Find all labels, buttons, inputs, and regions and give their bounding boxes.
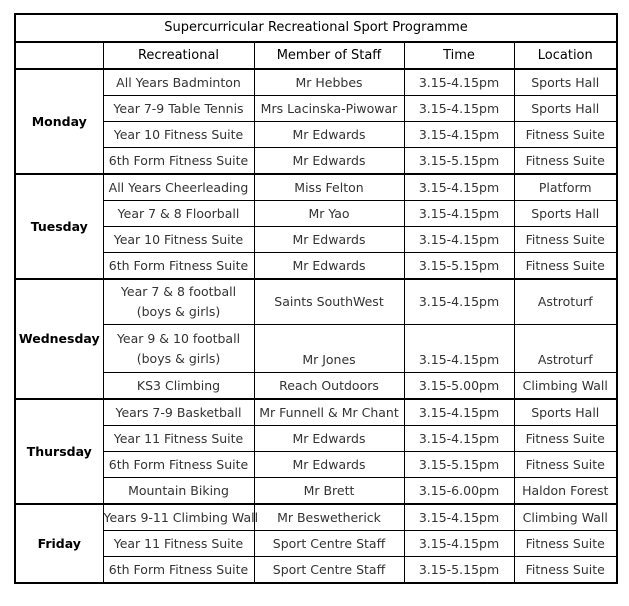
- activity-cell: [103, 279, 254, 325]
- staff-cell: Mr Jones: [254, 325, 404, 373]
- location-cell: Fitness Suite: [514, 148, 617, 175]
- staff-cell: Reach Outdoors: [254, 373, 404, 400]
- staff-cell: Miss Felton: [254, 174, 404, 201]
- table-row: [15, 122, 617, 148]
- time-cell: 3.15-5.15pm: [404, 452, 514, 478]
- location-cell: Climbing Wall: [514, 373, 617, 400]
- programme-sheet: [14, 13, 616, 588]
- time-cell: 3.15-6.00pm: [404, 478, 514, 505]
- header-location: Location: [514, 42, 617, 69]
- location-cell: Platform: [514, 174, 617, 201]
- time-cell: 3.15-4.15pm: [404, 325, 514, 373]
- location-cell: Fitness Suite: [514, 227, 617, 253]
- staff-cell: Mr Hebbes: [254, 69, 404, 96]
- time-cell: 3.15-4.15pm: [404, 279, 514, 325]
- time-cell: 3.15-5.00pm: [404, 373, 514, 400]
- location-cell: Sports Hall: [514, 201, 617, 227]
- location-cell: Fitness Suite: [514, 452, 617, 478]
- activity-cell: Year 11 Fitness Suite: [103, 426, 254, 452]
- staff-cell: Mr Yao: [254, 201, 404, 227]
- location-cell: Fitness Suite: [514, 557, 617, 584]
- header-staff: Member of Staff: [254, 42, 404, 69]
- programme-table: [14, 13, 618, 584]
- day-cell-thursday: Thursday: [15, 399, 103, 504]
- table-row: [15, 478, 617, 505]
- table-row: [15, 504, 617, 531]
- time-cell: 3.15-4.15pm: [404, 122, 514, 148]
- activity-cell: Year 7 & 8 Floorball: [103, 201, 254, 227]
- activity-line: (boys & girls): [136, 304, 221, 319]
- table-row: [15, 201, 617, 227]
- table-row: [15, 174, 617, 201]
- activity-line: Year 7 & 8 football: [120, 284, 237, 299]
- staff-cell: Sport Centre Staff: [254, 531, 404, 557]
- activity-cell: 6th Form Fitness Suite: [103, 557, 254, 584]
- time-cell: 3.15-4.15pm: [404, 174, 514, 201]
- activity-cell: Year 7-9 Table Tennis: [103, 96, 254, 122]
- location-cell: Sports Hall: [514, 96, 617, 122]
- staff-cell: Mr Funnell & Mr Chant: [254, 399, 404, 426]
- time-cell: 3.15-4.15pm: [404, 399, 514, 426]
- location-cell: Haldon Forest: [514, 478, 617, 505]
- activity-cell: All Years Badminton: [103, 69, 254, 96]
- activity-cell: [103, 325, 254, 373]
- time-cell: 3.15-4.15pm: [404, 96, 514, 122]
- location-cell: Fitness Suite: [514, 122, 617, 148]
- location-cell: Astroturf: [514, 279, 617, 325]
- staff-cell: Mr Edwards: [254, 227, 404, 253]
- table-row: [15, 325, 617, 373]
- table-row: [15, 373, 617, 400]
- location-cell: Sports Hall: [514, 399, 617, 426]
- location-cell: Fitness Suite: [514, 426, 617, 452]
- time-cell: 3.15-4.15pm: [404, 504, 514, 531]
- staff-cell: Mr Edwards: [254, 253, 404, 280]
- activity-cell: KS3 Climbing: [103, 373, 254, 400]
- day-cell-wednesday: Wednesday: [15, 279, 103, 399]
- activity-cell: All Years Cheerleading: [103, 174, 254, 201]
- location-cell: Sports Hall: [514, 69, 617, 96]
- location-cell: Astroturf: [514, 325, 617, 373]
- table-row: [15, 557, 617, 584]
- table-row: [15, 227, 617, 253]
- header-recreational: Recreational: [103, 42, 254, 69]
- time-cell: 3.15-4.15pm: [404, 227, 514, 253]
- table-row: [15, 399, 617, 426]
- time-cell: 3.15-5.15pm: [404, 148, 514, 175]
- activity-cell: 6th Form Fitness Suite: [103, 452, 254, 478]
- activity-line: Year 9 & 10 football: [116, 330, 241, 346]
- staff-cell: Mr Edwards: [254, 452, 404, 478]
- time-cell: 3.15-5.15pm: [404, 557, 514, 584]
- table-row: [15, 426, 617, 452]
- activity-cell: Mountain Biking: [103, 478, 254, 505]
- table-row: [15, 279, 617, 325]
- time-cell: 3.15-5.15pm: [404, 253, 514, 280]
- activity-cell: Year 11 Fitness Suite: [103, 531, 254, 557]
- table-row: [15, 452, 617, 478]
- day-cell-tuesday: Tuesday: [15, 174, 103, 279]
- activity-cell: 6th Form Fitness Suite: [103, 253, 254, 280]
- location-cell: Fitness Suite: [514, 253, 617, 280]
- activity-cell: Years 9-11 Climbing Wall: [103, 504, 254, 531]
- staff-cell: Mr Edwards: [254, 148, 404, 175]
- location-cell: Fitness Suite: [514, 531, 617, 557]
- day-cell-monday: Monday: [15, 69, 103, 174]
- staff-cell: Mr Brett: [254, 478, 404, 505]
- time-cell: 3.15-4.15pm: [404, 426, 514, 452]
- staff-cell: Mr Edwards: [254, 426, 404, 452]
- table-row: [15, 148, 617, 175]
- activity-cell: Year 10 Fitness Suite: [103, 227, 254, 253]
- header-time: Time: [404, 42, 514, 69]
- activity-line: (boys & girls): [136, 350, 221, 366]
- staff-cell: Mr Edwards: [254, 122, 404, 148]
- time-cell: 3.15-4.15pm: [404, 69, 514, 96]
- header-day: [15, 42, 103, 69]
- activity-cell: Years 7-9 Basketball: [103, 399, 254, 426]
- location-cell: Climbing Wall: [514, 504, 617, 531]
- table-row: [15, 253, 617, 280]
- table-row: [15, 531, 617, 557]
- activity-cell: 6th Form Fitness Suite: [103, 148, 254, 175]
- staff-cell: Mr Beswetherick: [254, 504, 404, 531]
- table-row: [15, 96, 617, 122]
- activity-cell: Year 10 Fitness Suite: [103, 122, 254, 148]
- staff-cell: Sport Centre Staff: [254, 557, 404, 584]
- table-row: [15, 69, 617, 96]
- staff-cell: Saints SouthWest: [254, 279, 404, 325]
- staff-cell: Mrs Lacinska-Piwowar: [254, 96, 404, 122]
- time-cell: 3.15-4.15pm: [404, 201, 514, 227]
- time-cell: 3.15-4.15pm: [404, 531, 514, 557]
- table-title: Supercurricular Recreational Sport Programme: [15, 14, 617, 42]
- day-cell-friday: Friday: [15, 504, 103, 583]
